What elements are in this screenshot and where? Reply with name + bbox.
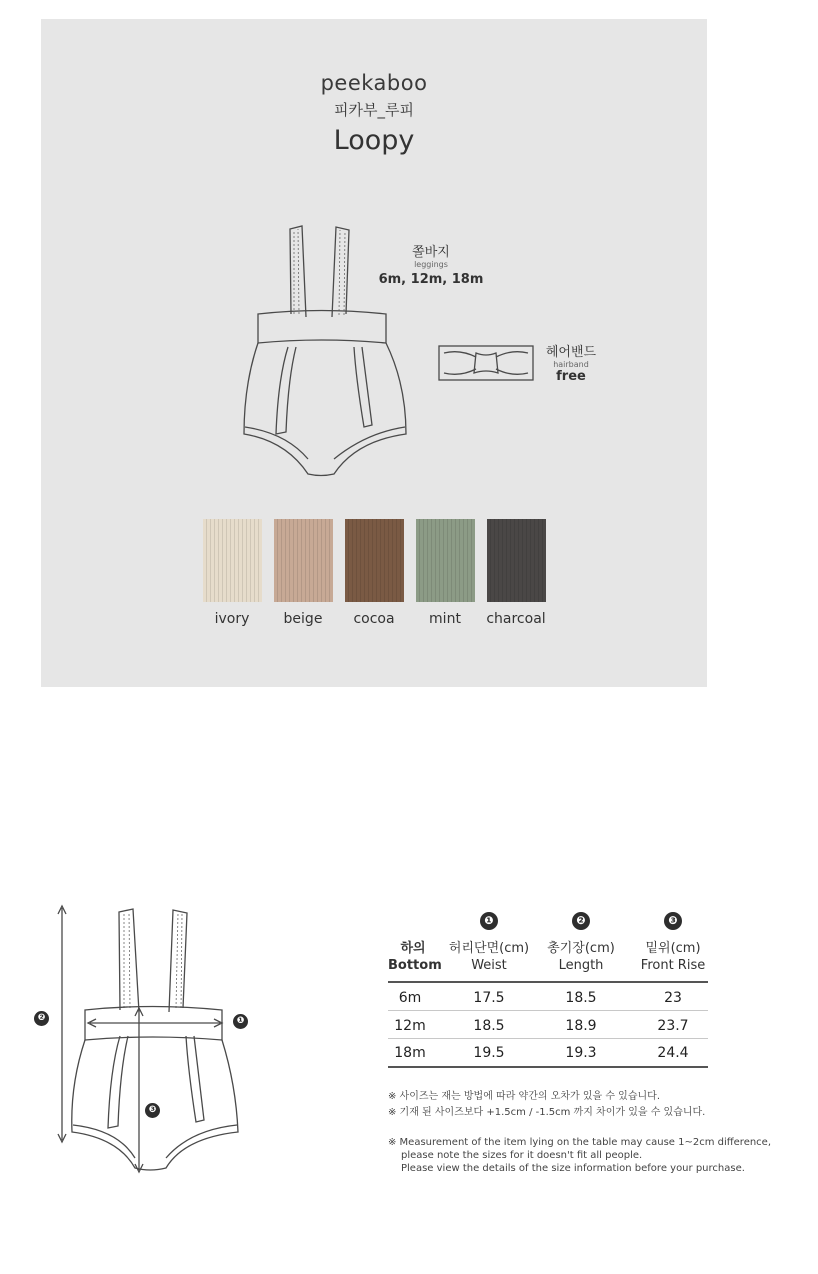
header-bottom-en: Bottom	[388, 958, 442, 973]
table-row-divider	[388, 1010, 708, 1011]
header-rise-en: Front Rise	[640, 958, 706, 973]
hairband-label	[531, 341, 611, 384]
leggings-ko: 쫄바지	[412, 245, 450, 260]
row-12m-size: 12m	[394, 1018, 426, 1034]
note-ko-2: ※ 기재 된 사이즈보다 +1.5cm / -1.5cm 까지 차이가 있을 수 있습니다.	[388, 1107, 706, 1118]
hairband-illustration	[438, 345, 534, 381]
row-6m-length: 18.5	[565, 990, 597, 1006]
row-18m-waist: 19.5	[473, 1045, 505, 1061]
row-18m-size: 18m	[394, 1045, 426, 1061]
header-bottom	[388, 940, 442, 974]
leggings-sizes: 6m, 12m, 18m	[378, 272, 484, 287]
header-length-ko: 총기장(cm)	[547, 941, 615, 956]
hairband-en: hairband	[553, 360, 589, 369]
table-row-divider	[388, 1038, 708, 1039]
swatch-label-charcoal: charcoal	[486, 611, 546, 627]
note-en-3: Please view the details of the size information before your purchase.	[401, 1163, 745, 1174]
row-6m-size: 6m	[398, 990, 422, 1006]
size-diagram	[30, 900, 270, 1180]
swatch-label-beige: beige	[283, 611, 323, 627]
swatch-charcoal[interactable]	[487, 519, 546, 602]
swatch-label-mint: mint	[429, 611, 461, 627]
note-ko-1: ※ 사이즈는 재는 방법에 따라 약간의 오차가 있을 수 있습니다.	[388, 1091, 661, 1102]
swatch-ivory[interactable]	[203, 519, 262, 602]
hairband-sizes: free	[556, 369, 586, 384]
product-panel	[41, 19, 707, 687]
hairband-ko: 헤어밴드	[545, 345, 597, 360]
leggings-label	[371, 241, 491, 287]
header-rise	[628, 940, 718, 974]
header-length-en: Length	[558, 958, 604, 973]
header-length	[536, 940, 626, 974]
notes-english	[388, 1136, 771, 1175]
row-12m-waist: 18.5	[473, 1018, 505, 1034]
header-marker-2: ❷	[572, 912, 590, 930]
row-18m-length: 19.3	[565, 1045, 597, 1061]
brand-name: peekaboo	[320, 71, 428, 95]
row-6m-rise: 23	[664, 990, 682, 1006]
note-en-2: please note the sizes for it doesn't fit all people.	[401, 1150, 643, 1161]
header-rise-ko: 밑위(cm)	[645, 941, 701, 956]
swatch-label-ivory: ivory	[214, 611, 250, 627]
swatch-mint[interactable]	[416, 519, 475, 602]
header-marker-3: ❸	[664, 912, 682, 930]
row-6m-waist: 17.5	[473, 990, 505, 1006]
notes-korean	[388, 1090, 705, 1119]
swatch-cocoa[interactable]	[345, 519, 404, 602]
row-18m-rise: 24.4	[657, 1045, 689, 1061]
diagram-marker-waist: ❶	[233, 1014, 248, 1029]
header-marker-1: ❶	[480, 912, 498, 930]
swatch-label-cocoa: cocoa	[353, 611, 395, 627]
header-waist-en: Weist	[471, 958, 507, 973]
header-bottom-ko: 하의	[400, 941, 426, 956]
product-title: Loopy	[333, 125, 415, 156]
note-en-1: ※ Measurement of the item lying on the table may cause 1~2cm difference,	[388, 1137, 772, 1148]
diagram-marker-rise: ❸	[145, 1103, 160, 1118]
row-12m-rise: 23.7	[657, 1018, 689, 1034]
korean-title: 피카부_루피	[334, 101, 414, 119]
swatch-beige[interactable]	[274, 519, 333, 602]
diagram-marker-length: ❷	[34, 1011, 49, 1026]
table-bottom-rule	[388, 1066, 708, 1068]
header-waist-ko: 허리단면(cm)	[448, 941, 530, 956]
table-header-rule	[388, 981, 708, 983]
row-12m-length: 18.9	[565, 1018, 597, 1034]
leggings-en: leggings	[414, 260, 448, 269]
header-waist	[444, 940, 534, 974]
